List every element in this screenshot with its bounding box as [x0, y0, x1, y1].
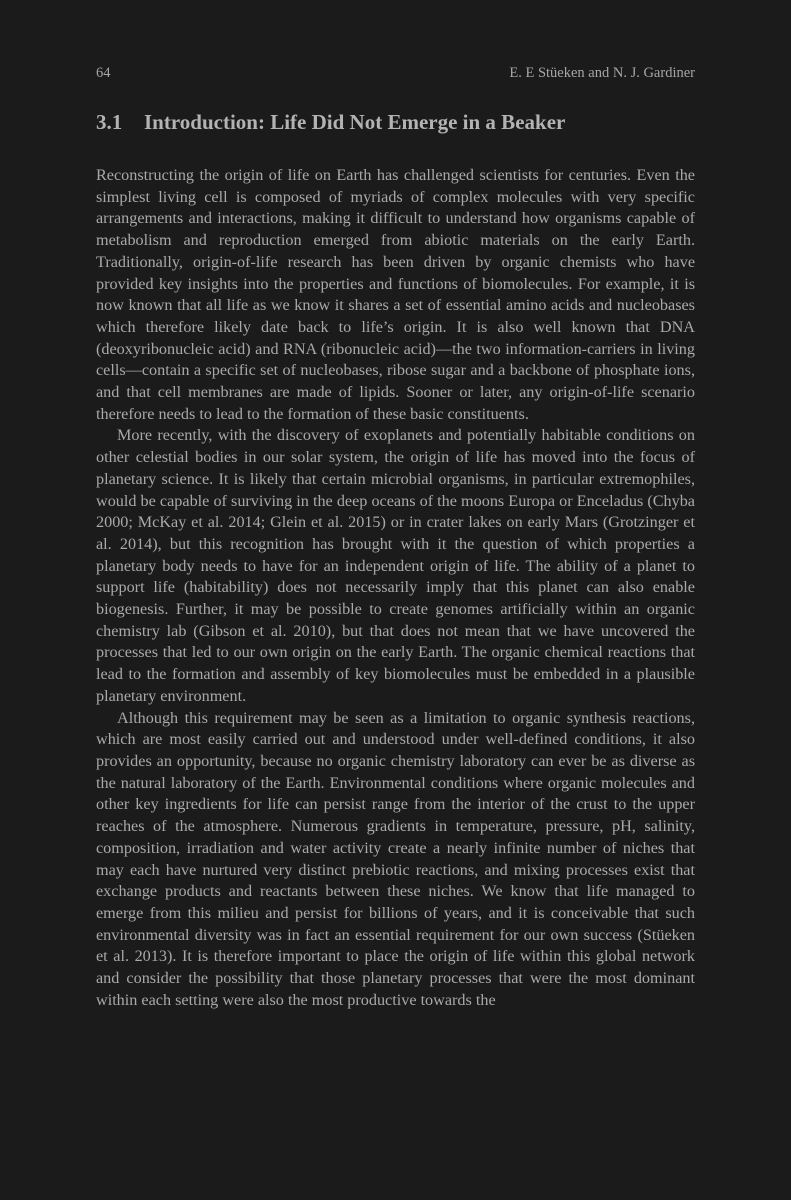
- body-text: [96, 165, 695, 1011]
- paragraph: Reconstructing the origin of life on Earth has challenged scientists for centuries. Even the simplest living cell is composed of myriads of complex molecules with very specific arrangements and interactions, making it difficult to understand how organisms capable of metabolism and reproduction emerged from abiotic materials on the early Earth. Traditionally, origin-of-life research has been driven by organic chemists who have provided key insights into the properties and functions of biomolecules. For example, it is now known that all life as we know it shares a set of essential amino acids and nucleobases which therefore likely date back to life’s origin. It is also well known that DNA (deoxyribonucleic acid) and RNA (ribonucleic acid)—the two information-carriers in living cells—contain a specific set of nucleobases, ribose sugar and a backbone of phosphate ions, and that cell membranes are made of lipids. Sooner or later, any origin-of-life scenario therefore needs to lead to the formation of these basic constituents.: [96, 166, 695, 423]
- page-number: 64: [96, 65, 111, 81]
- running-head: [96, 62, 695, 84]
- section-heading: [96, 108, 695, 136]
- section-number: 3.1: [96, 110, 123, 134]
- running-head-authors: E. E Stüeken and N. J. Gardiner: [509, 65, 695, 81]
- paragraph: More recently, with the discovery of exoplanets and potentially habitable conditions on other celestial bodies in our solar system, the origin of life has moved into the focus of planetary science. It is likely that certain microbial organisms, in particular extremophiles, would be capable of surviving in the deep oceans of the moons Europa or Enceladus (Chyba 2000; McKay et al. 2014; Glein et al. 2015) or in crater lakes on early Mars (Grotzinger et al. 2014), but this recognition has brought with it the question of which properties a planetary body needs to have for an independent origin of life. The ability of a planet to support life (habitability) does not necessarily imply that this planet can also enable biogenesis. Further, it may be possible to create genomes artificially within an organic chemistry lab (Gibson et al. 2010), but that does not mean that we have uncovered the processes that led to our own origin on the early Earth. The organic chemical reactions that lead to the formation and assembly of key biomolecules must be embedded in a plausible planetary environment.: [96, 426, 695, 705]
- paragraph: Although this requirement may be seen as a limitation to organic synthesis reactions, which are most easily carried out and understood under well-defined conditions, it also provides an opportunity, because no organic chemistry laboratory can ever be as diverse as the natural laboratory of the Earth. Environmental conditions where organic molecules and other key ingredients for life can persist range from the interior of the crust to the upper reaches of the atmosphere. Numerous gradients in temperature, pressure, pH, salinity, composition, irradiation and water activity create a nearly infinite number of niches that may each have nurtured very distinct prebiotic reactions, and mixing processes exist that exchange products and reactants between these niches. We know that life managed to emerge from this milieu and persist for billions of years, and it is conceivable that such environmental diversity was in fact an essential requirement for our own success (Stüeken et al. 2013). It is therefore important to place the origin of life within this global network and consider the possibility that those planetary processes that were the most dominant within each setting were also the most productive towards the: [96, 708, 695, 1009]
- section-title: Introduction: Life Did Not Emerge in a Beaker: [144, 110, 566, 134]
- page-content: [96, 62, 695, 1011]
